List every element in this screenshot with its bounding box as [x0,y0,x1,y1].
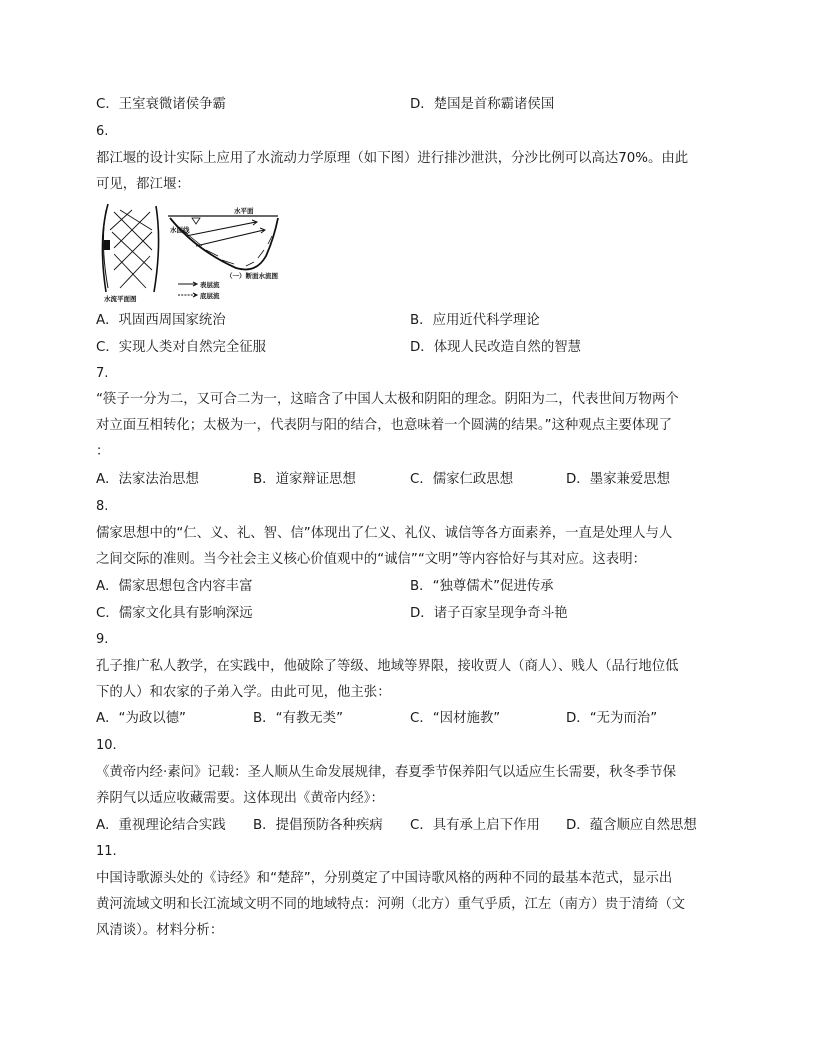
q10-option-d: D．蕴含顺应自然思想 [566,818,697,833]
q10-number: 10. [96,738,117,753]
q11-stem-line3: 风清谈）。材料分析： [96,923,224,938]
legend-arrows [178,282,197,297]
q9-stem-line1: 孔子推广私人教学，在实践中，他破除了等级、地域等界限，接收贾人（商人）、贱人（品行地位低 [96,659,679,674]
cross-section-label: （一）断面水流图 [226,272,278,280]
q11-stem-line1: 中国诗歌源头处的《诗经》和“楚辞”，分别奠定了中国诗歌风格的两种不同的最基本范式，显示出 [96,871,673,886]
q7-option-d: D．墨家兼爱思想 [566,472,671,487]
q6-option-a: A．巩固西周国家统治 [96,313,226,328]
q8-number: 8. [96,499,109,514]
water-level-label: 水平面 [234,207,254,215]
q11-number: 11. [96,844,117,859]
q10-option-a: A．重视理论结合实践 [96,818,226,833]
q7-stem-line3: ： [96,444,110,459]
q8-option-c: C．儒家文化具有影响深远 [96,606,253,621]
q10-stem-line1: 《黄帝内经·素问》记载：圣人顺从生命发展规律，春夏季节保养阳气以适应生长需要，秋冬季节保 [96,765,677,780]
q6-number: 6. [96,124,109,139]
q9-option-d: D．“无为而治” [566,711,658,726]
q10-stem-line2: 养阴气以适应收藏需要。这体现出《黄帝内经》： [96,791,384,806]
legend-bottom-flow: 底层流 [200,292,220,300]
q6-stem-line2: 可见，都江堰： [96,177,190,192]
q6-option-b: B．应用近代科学理论 [410,313,540,328]
q11-stem-line2: 黄河流域文明和长江流域文明不同的地域特点：河朔（北方）重气乎质，江左（南方）贵于清绮（文 [96,897,686,912]
q10-option-c: C．具有承上启下作用 [410,818,540,833]
q6-option-d: D．体现人民改造自然的智慧 [410,340,581,355]
q7-number: 7. [96,366,109,381]
q8-option-b: B．“独尊儒术”促进传承 [410,579,554,594]
plan-view-label: 水流平面图 [104,295,137,303]
q8-option-d: D．诸子百家呈现争奇斗艳 [410,606,568,621]
dujiangyan-water-flow-figure [96,200,282,306]
q9-option-a: A．“为政以德” [96,711,186,726]
q7-stem-line2: 对立面互相转化；太极为一，代表阴与阳的结合，也意味着一个圆满的结果。”这种观点主要体现了 [96,418,673,433]
q9-number: 9. [96,632,109,647]
q10-option-b: B．提倡预防各种疾病 [253,818,383,833]
q7-option-b: B．道家辩证思想 [253,472,356,487]
q9-option-b: B．“有教无类” [253,711,344,726]
water-surface-label: 水面线 [170,226,190,234]
q8-stem-line2: 之间交际的准则。当今社会主义核心价值观中的“诚信”“文明”等内容恰好与其对应。这表明： [96,552,646,567]
q5-option-d: D．楚国是首称霸诸侯国 [410,97,555,112]
q6-option-c: C．实现人类对自然完全征服 [96,340,267,355]
cross-section-drawing [168,216,278,270]
q7-stem-line1: “筷子一分为二，又可合二为一，这暗含了中国人太极和阴阳的理念。阴阳为二，代表世间万物两个 [96,392,679,407]
water-flow-diagram [96,200,282,306]
q7-option-c: C．儒家仁政思想 [410,472,514,487]
q6-stem-line1: 都江堰的设计实际上应用了水流动力学原理（如下图）进行排沙泄洪，分沙比例可以高达70%。由此 [96,151,689,166]
q9-option-c: C．“因材施教” [410,711,501,726]
q9-stem-line2: 下的人）和农家的子弟入学。由此可见，他主张： [96,685,391,700]
q7-option-a: A．法家法治思想 [96,472,199,487]
plan-view-drawing [102,204,158,292]
legend-surface-flow: 表层流 [200,281,220,289]
q8-stem-line1: 儒家思想中的“仁、义、礼、智、信”体现出了仁义、礼仪、诚信等各方面素养，一直是处理人与人 [96,526,673,541]
q5-option-c: C．王室衰微诸侯争霸 [96,97,226,112]
q8-option-a: A．儒家思想包含内容丰富 [96,579,253,594]
